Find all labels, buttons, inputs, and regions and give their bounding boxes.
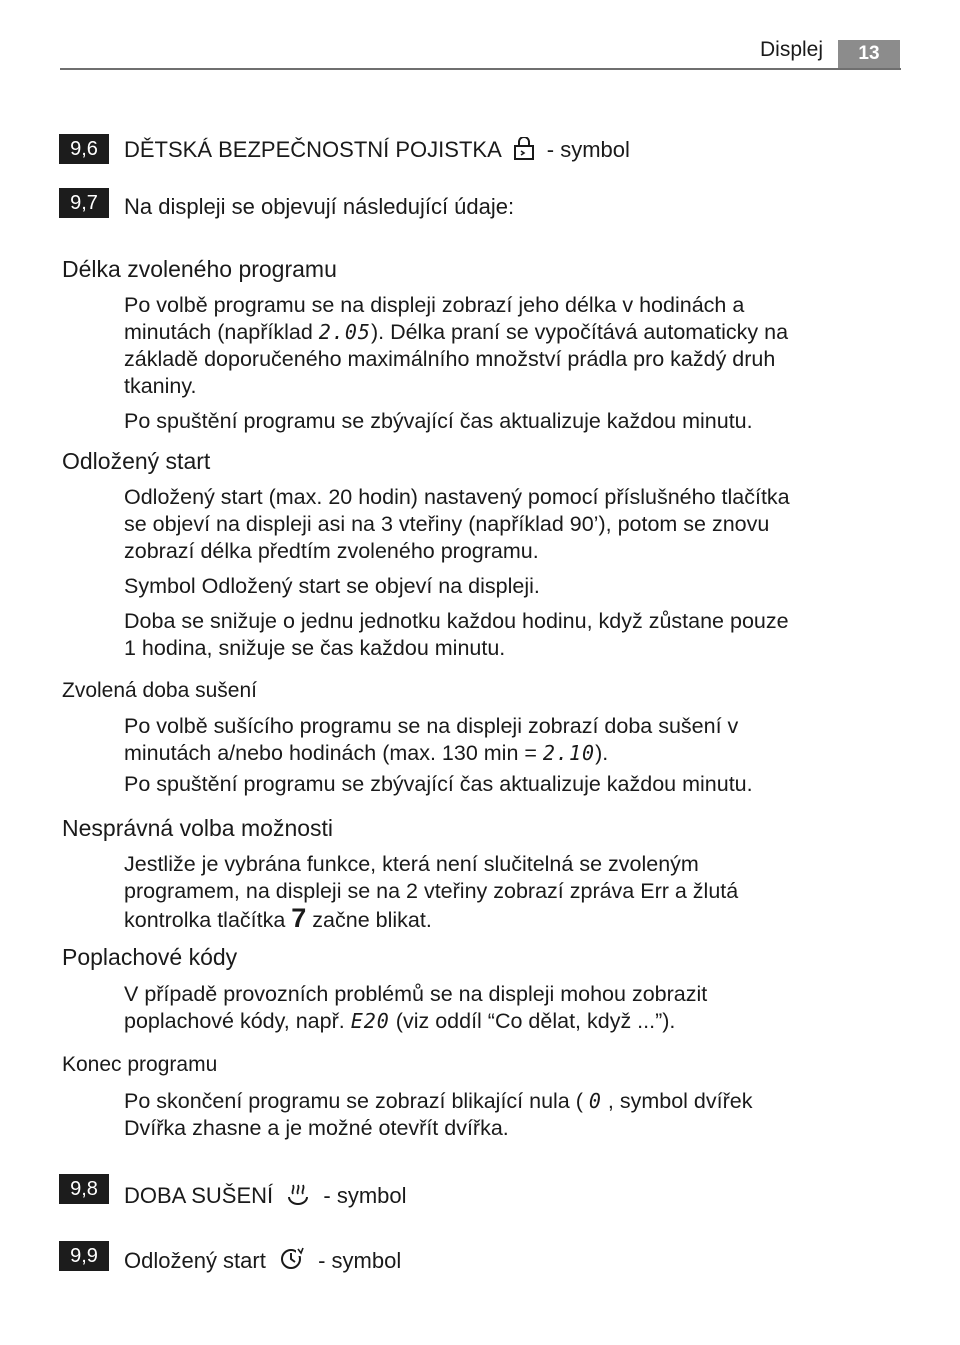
section-title-text: DOBA SUŠENÍ [124, 1183, 274, 1208]
text-line: 1 hodina, snižuje se čas každou minutu. [124, 636, 506, 660]
text-line: Po volbě programu se na displeji zobrazí jeho délka v hodinách a [124, 293, 745, 317]
display-code: E20 [350, 1009, 390, 1033]
text-line: tkaniny. [124, 374, 197, 398]
heading-program-end: Konec programu [62, 1053, 218, 1076]
section-title-display-info: Na displeji se objevují následující údaje: [124, 194, 515, 219]
text-line: poplachové kódy, např. E20 (viz oddíl “Co dělat, když ...”). [124, 1009, 676, 1033]
header-divider [60, 68, 901, 70]
heading-delay-start: Odložený start [62, 448, 211, 474]
section-title-drying-time [124, 1181, 407, 1213]
alarm-codes-text [124, 981, 914, 1035]
display-code: 2.05 [318, 320, 371, 344]
section-title-delay-start [124, 1246, 401, 1278]
delay-start-text [124, 484, 914, 662]
section-number-badge: 9,7 [59, 188, 109, 218]
heading-alarm-codes: Poplachové kódy [62, 944, 238, 970]
text-line: Odložený start (max. 20 hodin) nastavený pomocí příslušného tlačítka [124, 485, 790, 509]
text-line: Dvířka zhasne a je možné otevřít dvířka. [124, 1116, 509, 1140]
heading-program-length: Délka zvoleného programu [62, 256, 337, 282]
text-line: Po spuštění programu se zbývající čas aktualizuje každou minutu. [124, 772, 753, 796]
section-title-child-lock [124, 136, 630, 167]
text-line: základě doporučeného maximálního množství prádla pro každý druh [124, 347, 776, 371]
section-number-badge: 9,6 [59, 134, 109, 164]
heading-wrong-option: Nesprávná volba možnosti [62, 815, 334, 841]
program-end-text [124, 1088, 914, 1142]
text-line: se objeví na displeji asi na 3 vteřiny (například 90’), potom se znovu [124, 512, 770, 536]
child-lock-icon [513, 137, 535, 167]
program-length-text [124, 292, 914, 435]
text-line: Jestliže je vybrána funkce, která není slučitelná se zvoleným [124, 852, 699, 876]
section-title-text: Odložený start [124, 1248, 266, 1273]
text-line: Symbol Odložený start se objeví na displeji. [124, 574, 540, 598]
text-line: kontrolka tlačítka 7 začne blikat. [124, 903, 432, 933]
text-line: Doba se snižuje o jednu jednotku každou hodinu, když zůstane pouze [124, 609, 789, 633]
section-title-suffix: - symbol [546, 137, 630, 162]
text-line: programem, na displeji se na 2 vteřiny zobrazí zpráva Err a žlutá [124, 879, 739, 903]
section-title-suffix: - symbol [323, 1183, 407, 1208]
section-title-suffix: - symbol [318, 1248, 402, 1273]
text-line: Po skončení programu se zobrazí blikající nula ( 0 , symbol dvířek [124, 1089, 753, 1113]
text-line: Po spuštění programu se zbývající čas aktualizuje každou minutu. [124, 409, 753, 433]
wrong-option-text [124, 851, 914, 934]
display-code: 2.10 [542, 741, 596, 765]
text-line: zobrazí délka předtím zvoleného programu. [124, 539, 539, 563]
header-title: Displej [760, 38, 824, 61]
drying-time-text [124, 713, 914, 798]
section-number-badge: 9,9 [59, 1241, 109, 1271]
drying-time-icon [285, 1181, 311, 1213]
section-number-badge: 9,8 [59, 1174, 109, 1204]
heading-drying-time: Zvolená doba sušení [62, 679, 257, 702]
page-number: 13 [838, 40, 900, 68]
display-code: 0 [588, 1089, 602, 1113]
section-title-text: DĚTSKÁ BEZPEČNOSTNÍ POJISTKA [124, 137, 501, 162]
text-line: minutách a/nebo hodinách (max. 130 min = 2.10). [124, 741, 609, 765]
text-line: V případě provozních problémů se na displeji mohou zobrazit [124, 982, 708, 1006]
text-line: minutách (například 2.05). Délka praní se vypočítává automaticky na [124, 320, 789, 344]
delay-start-icon [278, 1246, 306, 1278]
button-number: 7 [291, 903, 307, 933]
text-line: Po volbě sušícího programu se na displeji zobrazí doba sušení v [124, 714, 739, 738]
